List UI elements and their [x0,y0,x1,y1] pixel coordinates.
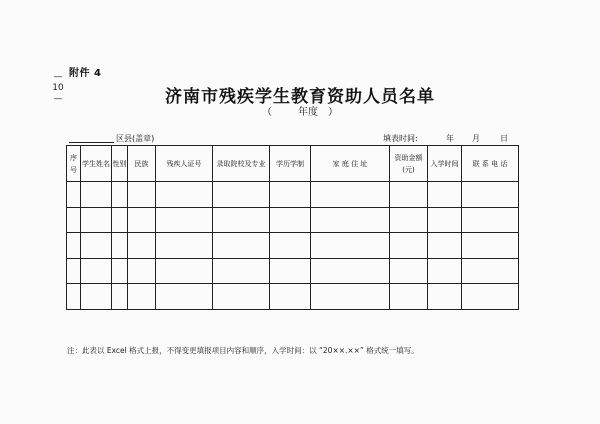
table-cell[interactable] [128,233,156,259]
table-cell[interactable] [270,284,311,310]
table-cell[interactable] [67,284,81,310]
district-blank-line [69,133,114,143]
table-cell[interactable] [213,233,270,259]
table-cell[interactable] [428,284,462,310]
year-paren-close: ） [328,107,338,118]
table-cell[interactable] [67,233,81,259]
table-cell[interactable] [462,182,519,208]
table-cell[interactable] [112,258,128,284]
table-cell[interactable] [128,182,156,208]
table-cell[interactable] [81,207,112,233]
table-cell[interactable] [462,284,519,310]
header-enrollment-time: 入学时间 [428,146,462,182]
table-cell[interactable] [112,207,128,233]
table-cell[interactable] [156,284,213,310]
table-cell[interactable] [390,233,428,259]
table-cell[interactable] [390,258,428,284]
table-cell[interactable] [112,182,128,208]
document-title: 济南市残疾学生教育资助人员名单 [165,87,435,107]
header-aid-amount: 资助金额(元) [390,146,428,182]
table-cell[interactable] [311,182,390,208]
table-cell[interactable] [390,284,428,310]
header-school-major: 录取院校及专业 [213,146,270,182]
table-header-row [67,146,519,182]
year-paren-open: （ [262,107,272,118]
table-cell[interactable] [67,258,81,284]
date-month-unit: 月 [472,134,480,143]
header-gender: 性别 [112,146,128,182]
district-label: 区县(盖章) [116,134,155,143]
table-cell[interactable] [112,233,128,259]
table-cell[interactable] [213,207,270,233]
roster-table [66,145,519,310]
table-row [67,258,519,284]
table-cell[interactable] [128,258,156,284]
attachment-label: 附件 4 [69,68,102,79]
table-cell[interactable] [128,207,156,233]
table-cell[interactable] [390,182,428,208]
table-cell[interactable] [270,233,311,259]
table-cell[interactable] [67,182,81,208]
table-body [67,182,519,310]
header-home-address: 家 庭 住 址 [311,146,390,182]
table-cell[interactable] [311,284,390,310]
table-row [67,233,519,259]
table-cell[interactable] [81,233,112,259]
table-cell[interactable] [156,207,213,233]
table-cell[interactable] [156,233,213,259]
header-disability-id: 残疾人证号 [156,146,213,182]
table-cell[interactable] [428,182,462,208]
date-day-unit: 日 [500,134,508,143]
table-cell[interactable] [428,258,462,284]
table-cell[interactable] [270,207,311,233]
table-row [67,207,519,233]
page-number: — 10 — [52,72,64,104]
roster-table-wrap [66,145,518,337]
header-serial: 序号 [67,146,81,182]
table-cell[interactable] [156,182,213,208]
table-cell[interactable] [270,182,311,208]
table-cell[interactable] [462,233,519,259]
table-cell[interactable] [67,207,81,233]
table-cell[interactable] [156,258,213,284]
table-row [67,284,519,310]
date-year-unit: 年 [446,134,454,143]
table-cell[interactable] [428,207,462,233]
header-ethnicity: 民族 [128,146,156,182]
table-cell[interactable] [270,258,311,284]
table-cell[interactable] [462,258,519,284]
year-label: 年度 [298,107,318,118]
meta-row [69,131,519,145]
table-cell[interactable] [112,284,128,310]
table-cell[interactable] [311,207,390,233]
header-student-name: 学生姓名 [81,146,112,182]
table-cell[interactable] [213,182,270,208]
table-cell[interactable] [428,233,462,259]
table-cell[interactable] [311,233,390,259]
header-contact-phone: 联 系 电 话 [462,146,519,182]
table-cell[interactable] [390,207,428,233]
table-cell[interactable] [81,258,112,284]
table-cell[interactable] [128,284,156,310]
table-cell[interactable] [81,182,112,208]
table-cell[interactable] [311,258,390,284]
table-row [67,182,519,208]
table-cell[interactable] [213,284,270,310]
year-line [0,103,600,118]
header-education-system: 学历学制 [270,146,311,182]
table-cell[interactable] [462,207,519,233]
table-cell[interactable] [81,284,112,310]
footnote: 注：此表以 Excel 格式上报，不得变更填报项目内容和顺序，入学时间：以 “20××.××” 格式统一填写。 [67,346,419,355]
fill-time-label: 填表时间: [383,134,418,143]
table-cell[interactable] [213,258,270,284]
